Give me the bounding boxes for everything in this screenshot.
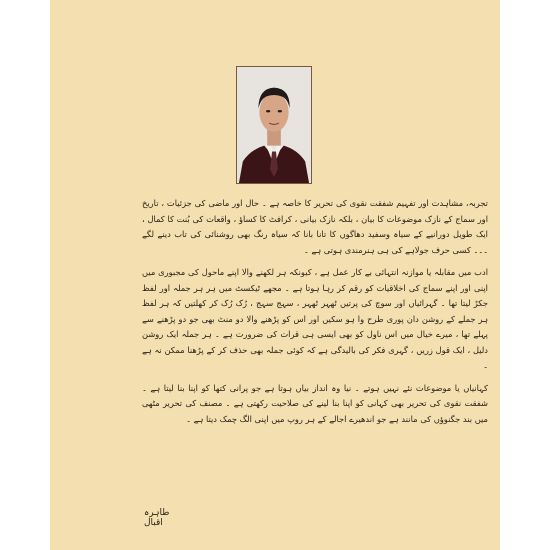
paragraph-3: کہانیاں یا موضوعات نئے نہیں ہوتے ۔ نیا وہ انداز بیاں ہوتا ہے جو پرانی کتھا کو اپنا بنا لیتا ہے ۔ شفقت نقوی کی تحریر بھی کہانی کو اپنا بنا لینے کی صلاحیت رکھتی ہے ۔ مصنف کی تحریر مٹھی میں بند جگنوؤں کی مانند ہے جو اندھیرے اجالے کے ہر روپ میں اپنی الگ چمک دیتا ہے ۔ xyxy=(142,382,488,424)
book-back-cover xyxy=(50,0,500,550)
author-signature: طاہرہ اقبال xyxy=(144,508,170,528)
review-text xyxy=(142,196,488,434)
paragraph-2: ادب میں مقابلہ یا موازنہ انتہائی بے کار عمل ہے ، کیونکہ ہر لکھنے والا اپنے ماحول کی مجبوری میں اپنی اور اپنے سماج کی اخلاقیات کو رقم کر رہا ہوتا ہے ۔ مجھے ٹیکسٹ میں ہر ہر جملہ اور لفظ جکڑ لیتا تھا ۔ گہرائیاں اور سوچ کی پرتیں ٹھہر ٹھہر ، سہج سہج ، رُک رُک کر کھلتیں کہ ہر لفظ ہر جملے کے روشن دان پوری طرح وا ہو سکیں اور اس کو پڑھنے والا دو منٹ بھی جو دو پڑھنے سے پہلے تھا ، میرے خیال میں اس ناول کو بھی ایسی ہی قرات کی ضرورت ہے ۔ ہر جملہ ایک روشن دلیل ، ایک قول زریں ، گہری فکر کی بالیدگی ہے کہ کوئی جملہ بھی حذف کر کے پڑھنا ممکن نہ ہے ۔ xyxy=(142,267,488,370)
paragraph-1: تجربہ، مشاہدت اور تفہیم شفقت نقوی کی تحریر کا خاصہ ہے ۔ حال اور ماضی کی جزئیات ، تاریخ اور سماج کے نازک موضوعات کا بیان ، بلکہ نازک بیانی ، کرافٹ کا کساؤ ، واقعات کی بُنت کا کمال ، ایک طویل دورانیے کے سیاہ وسفید دھاگوں کا تانا بانا کہ سیاہ رنگ بھی روشنائی کی تاب دینے لگے ۔۔۔ کسی حرف جولاہے کی ہی ہنرمندی ہوتی ہے ۔ xyxy=(142,198,488,255)
author-portrait xyxy=(236,66,312,184)
author-photo xyxy=(237,67,311,183)
